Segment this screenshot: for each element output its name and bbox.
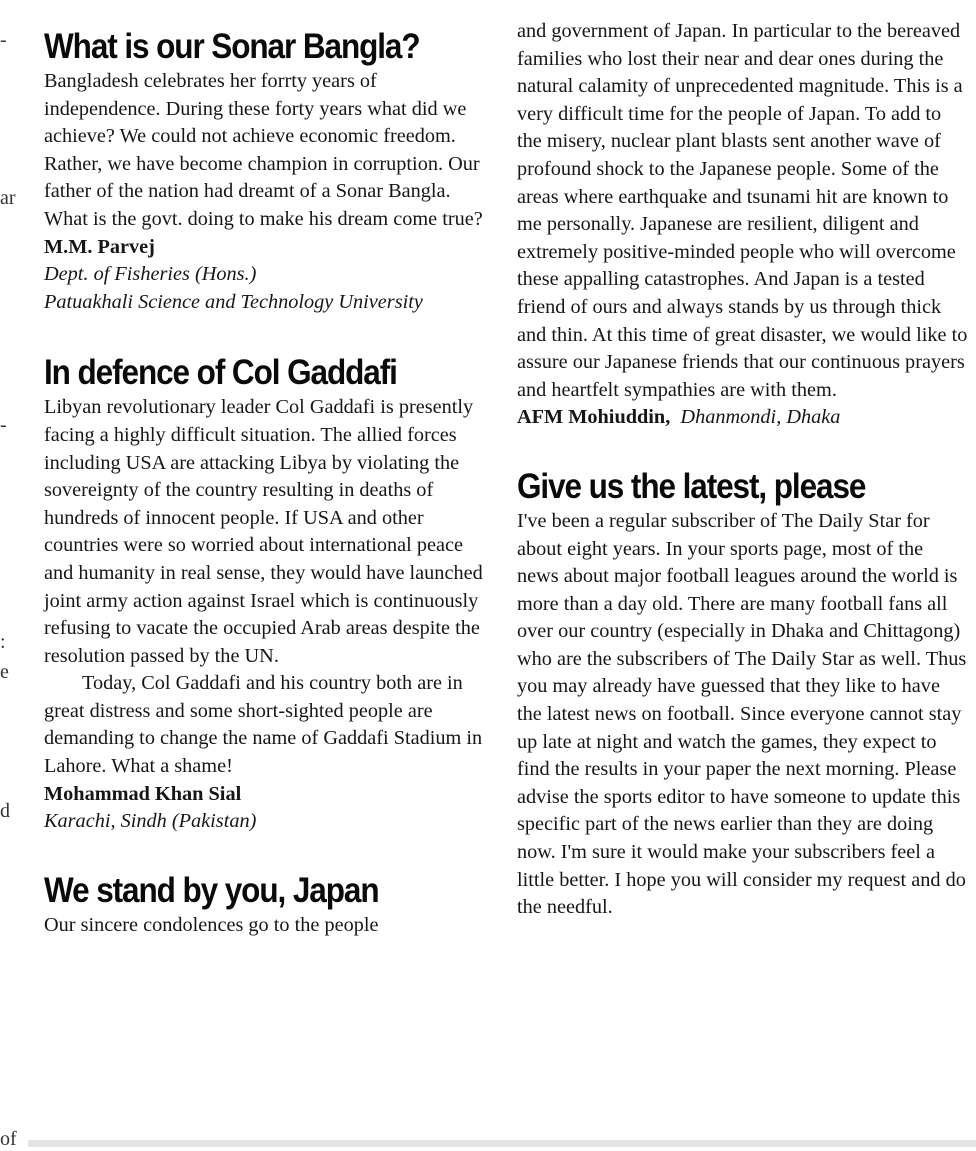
letter-headline: What is our Sonar Bangla? bbox=[44, 27, 420, 66]
edge-fragment: ar bbox=[0, 187, 16, 209]
letter-latest-news bbox=[517, 466, 969, 922]
author-affiliation: Dept. of Fisheries (Hons.) bbox=[44, 263, 257, 286]
letter-japan bbox=[44, 870, 496, 940]
letter-body: Today, Col Gaddafi and his country both are in great distress and some short-sighted people are demanding to change the name of Gaddafi Stadium in Lahore. What a shame! bbox=[44, 672, 483, 778]
letter-body: Bangladesh celebrates her forrty years of independence. During these forty years what did we achieve? We could not achieve economic freedom. Rather, we have become champion in corruption. Our father of the nation had dreamt of a Sonar Bangla. What is the govt. doing to make his dream come true? bbox=[44, 70, 483, 230]
letter-body: and government of Japan. In particular to the bereaved families who lost their near and dear ones during the natural calamity of unprecedented magnitude. This is a very difficult time for the people of Japan. To add to the misery, nuclear plant blasts sent another wave of profound shock to the Japanese people. Some of the areas where earthquake and tsunami hit are known to me personally. Japanese are resilient, diligent and extremely positive-minded people who will overcome these appalling catastrophes. And Japan is a tested friend of ours and always stands by us through thick and thin. At this time of great disaster, we would like to assure our Japanese friends that our continuous prayers and heartfelt sympathies are with them. bbox=[517, 20, 968, 401]
left-column bbox=[44, 18, 496, 939]
letter-author: Mohammad Khan Sial bbox=[44, 782, 242, 805]
letter-body: Libyan revolutionary leader Col Gaddafi is presently facing a highly difficult situation. The allied forces including USA are attacking Libya by violating the sovereignty of the country resulting in deaths of hundreds of innocent people. If USA and other countries were so worried about international peace and humanity in real sense, they would have launched joint army action against Israel which is continuously refusing to vacate the occupied Arab areas despite the resolution passed by the UN. bbox=[44, 396, 483, 667]
edge-fragment: e bbox=[0, 661, 9, 683]
right-column bbox=[517, 18, 969, 922]
letter-signature bbox=[517, 404, 969, 432]
letter-headline: In defence of Col Gaddafi bbox=[44, 353, 397, 393]
letter-headline: Give us the latest, please bbox=[517, 466, 866, 506]
edge-fragment: of bbox=[0, 1128, 17, 1150]
letter-sonar-bangla bbox=[44, 26, 496, 316]
letter-japan-continued bbox=[517, 18, 969, 432]
letter-headline: We stand by you, Japan bbox=[44, 870, 379, 910]
edge-fragment: : bbox=[0, 631, 6, 653]
author-affiliation: Patuakhali Science and Technology University bbox=[44, 290, 423, 313]
edge-fragment: - bbox=[0, 414, 7, 436]
bottom-divider bbox=[28, 1140, 976, 1147]
letter-col-gaddafi bbox=[44, 352, 496, 836]
letter-body: I've been a regular subscriber of The Daily Star for about eight years. In your sports page, most of the news about major football leagues around the world is more than a day old. There are many football fans all over our country (especially in Dhaka and Chittagong) who are the subscribers of The Daily Star as well. Thus you may already have guessed that they like to have the latest news on football. Since everyone cannot stay up late at night and watch the games, they expect to find the results in your paper the next morning. Please advise the sports editor to have someone to update this specific part of the news earlier than they are doing now. I'm sure it would make your subscribers feel a little better. I hope you will consider my request and do the needful. bbox=[517, 509, 967, 919]
letter-body: Our sincere condolences go to the people bbox=[44, 913, 379, 936]
letter-author: AFM Mohiuddin, bbox=[517, 406, 671, 429]
author-location: Karachi, Sindh (Pakistan) bbox=[44, 810, 257, 833]
letter-author: M.M. Parvej bbox=[44, 235, 155, 258]
edge-fragment: - bbox=[0, 29, 7, 51]
author-location: Dhanmondi, Dhaka bbox=[680, 406, 841, 429]
edge-fragment: d bbox=[0, 800, 10, 822]
